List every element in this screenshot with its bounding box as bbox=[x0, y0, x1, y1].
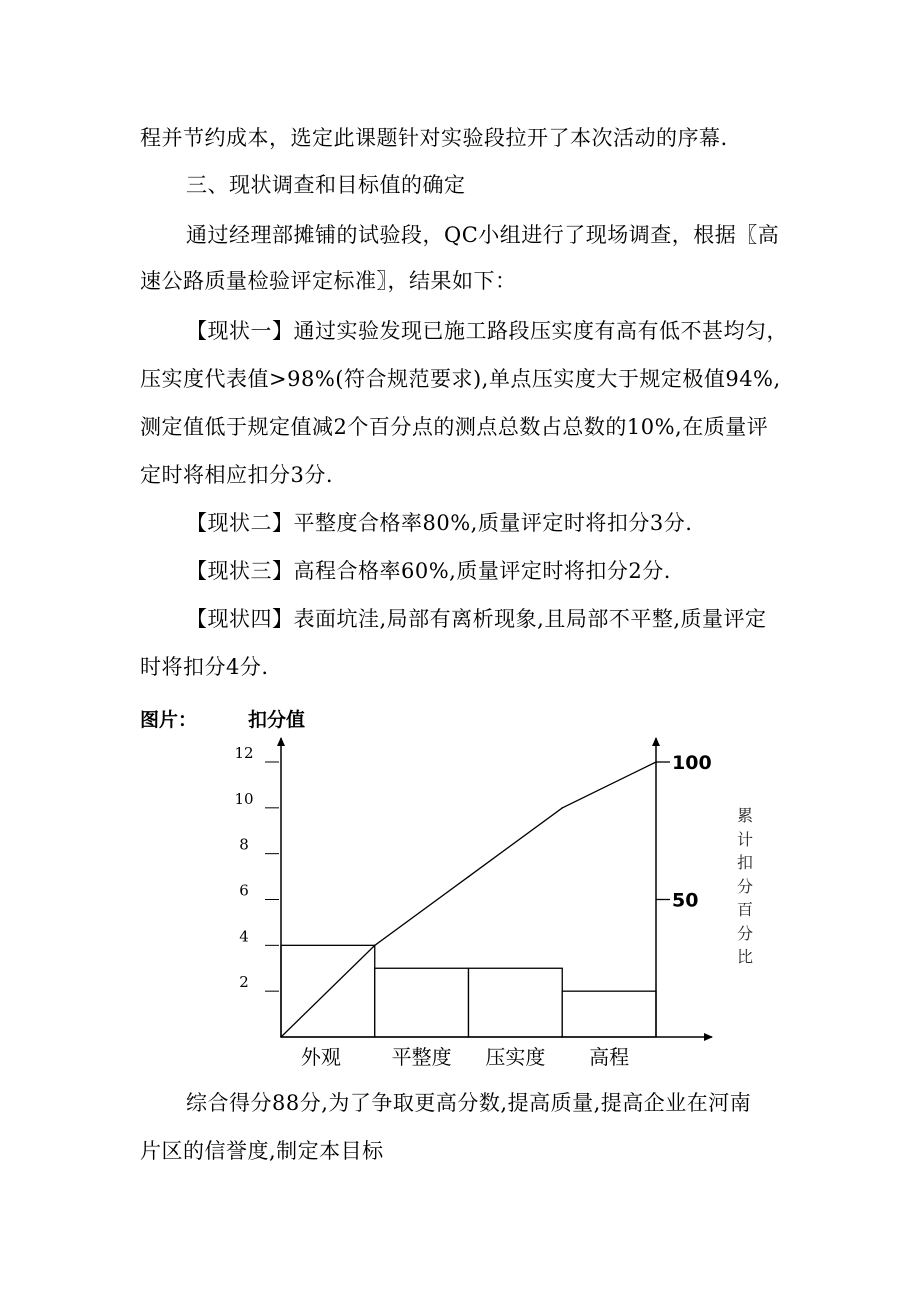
x-tick-label-1: 外观 bbox=[300, 1045, 341, 1069]
status-1-line-2: 压实度代表值>98%(符合规范要求),单点压实度大于规定极值94%, bbox=[140, 367, 781, 391]
y-tick-label-4: 4 bbox=[239, 927, 249, 946]
status-3: 【现状三】高程合格率60%,质量评定时将扣分2分. bbox=[186, 559, 671, 583]
y2-tick-label-100: 100 bbox=[672, 752, 712, 774]
bar-3 bbox=[469, 968, 563, 1037]
status-4-line-1: 【现状四】表面坑洼,局部有离析现象,且局部不平整,质量评定 bbox=[186, 607, 767, 631]
cumulative-point-0 bbox=[280, 1036, 282, 1038]
y2-axis-title: 累计扣分百分比 bbox=[736, 806, 753, 966]
cumulative-point-1 bbox=[374, 945, 376, 947]
conclusion-line-2: 片区的信誉度,制定本目标 bbox=[140, 1139, 384, 1163]
y-tick-label-6: 6 bbox=[239, 881, 249, 900]
conclusion-line-1: 综合得分88分,为了争取更高分数,提高质量,提高企业在河南 bbox=[186, 1091, 752, 1115]
y-tick-label-10: 10 bbox=[234, 789, 254, 808]
y-tick-label-2: 2 bbox=[239, 973, 249, 992]
x-tick-label-4: 高程 bbox=[589, 1045, 630, 1069]
bar-4 bbox=[562, 991, 656, 1037]
paragraph-continuation: 程并节约成本，选定此课题针对实验段拉开了本次活动的序幕. bbox=[140, 126, 728, 150]
x-tick-label-3: 压实度 bbox=[485, 1045, 546, 1069]
y-tick-label-12: 12 bbox=[234, 744, 254, 762]
cumulative-point-2 bbox=[468, 876, 470, 878]
y-axis-title: 扣分值 bbox=[248, 709, 306, 731]
status-2: 【现状二】平整度合格率80%,质量评定时将扣分3分. bbox=[186, 511, 693, 535]
x-tick-label-2: 平整度 bbox=[391, 1045, 452, 1069]
pareto-chart bbox=[220, 730, 720, 1075]
status-1-line-1: 【现状一】通过实验发现已施工路段压实度有高有低不甚均匀， bbox=[186, 319, 788, 343]
status-1-line-4: 定时将相应扣分3分. bbox=[140, 463, 334, 487]
intro-line-1: 通过经理部摊铺的试验段，QC小组进行了现场调查，根据〖高 bbox=[186, 223, 780, 247]
status-1-line-3: 测定值低于规定值减2个百分点的测点总数占总数的10%,在质量评 bbox=[140, 415, 769, 439]
figure-label: 图片： bbox=[140, 709, 198, 731]
y-tick-label-8: 8 bbox=[239, 835, 249, 854]
section-heading: 三、现状调查和目标值的确定 bbox=[186, 173, 466, 197]
intro-line-2: 速公路质量检验评定标准〗，结果如下： bbox=[140, 269, 517, 293]
cumulative-point-3 bbox=[561, 807, 563, 809]
bar-2 bbox=[375, 968, 469, 1037]
cumulative-point-4 bbox=[655, 761, 657, 763]
y2-tick-label-50: 50 bbox=[672, 889, 699, 912]
status-4-line-2: 时将扣分4分. bbox=[140, 655, 269, 679]
